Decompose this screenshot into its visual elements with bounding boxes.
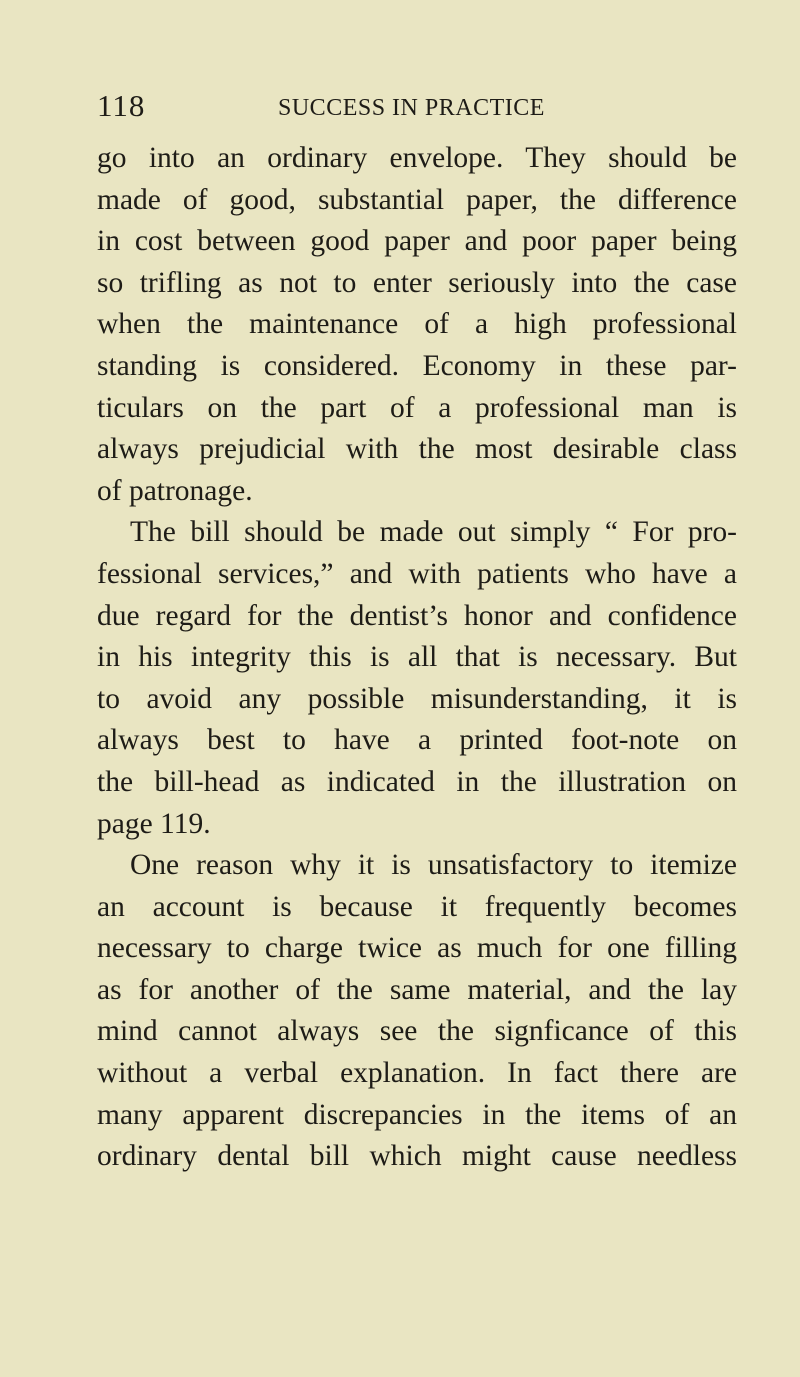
text-line: in his integrity this is all that is necessary. But [97,641,737,674]
text-line: of patronage. [97,474,253,507]
text-line: always best to have a printed foot-note on [97,724,737,757]
text-line: necessary to charge twice as much for one filling [97,932,737,965]
text-line: always prejudicial with the most desirable class [97,433,737,466]
running-title: SUCCESS IN PRACTICE [278,95,545,121]
text-line: standing is considered. Economy in these par- [97,349,737,382]
running-head [97,86,737,126]
text-line: without a verbal explanation. In fact there are [97,1057,737,1090]
text-line: in cost between good paper and poor paper being [97,225,737,258]
text-line: an account is because it frequently becomes [97,890,737,923]
text-line: when the maintenance of a high professional [97,308,737,341]
text-line: as for another of the same material, and the lay [97,973,737,1006]
text-line: mind cannot always see the signficance of this [97,1015,737,1048]
page-number: 118 [97,88,146,123]
text-line: fessional services,” and with patients who have a [97,557,737,590]
text-line: due regard for the dentist’s honor and confidence [97,599,737,632]
text-line: the bill-head as indicated in the illustration on [97,765,737,798]
text-line: The bill should be made out simply “ For pro- [130,516,737,549]
body-text [97,138,737,1178]
text-line: to avoid any possible misunderstanding, it is [97,682,737,715]
text-line: ordinary dental bill which might cause needless [97,1140,737,1173]
text-line: so trifling as not to enter seriously into the case [97,266,737,299]
text-line: ticulars on the part of a professional man is [97,391,737,424]
text-line: go into an ordinary envelope. They should be [97,142,737,174]
text-line: many apparent discrepancies in the items of an [97,1098,737,1131]
text-line: One reason why it is unsatisfactory to itemize [130,849,737,882]
text-line: page 119. [97,807,211,840]
text-line: made of good, substantial paper, the difference [97,183,737,216]
